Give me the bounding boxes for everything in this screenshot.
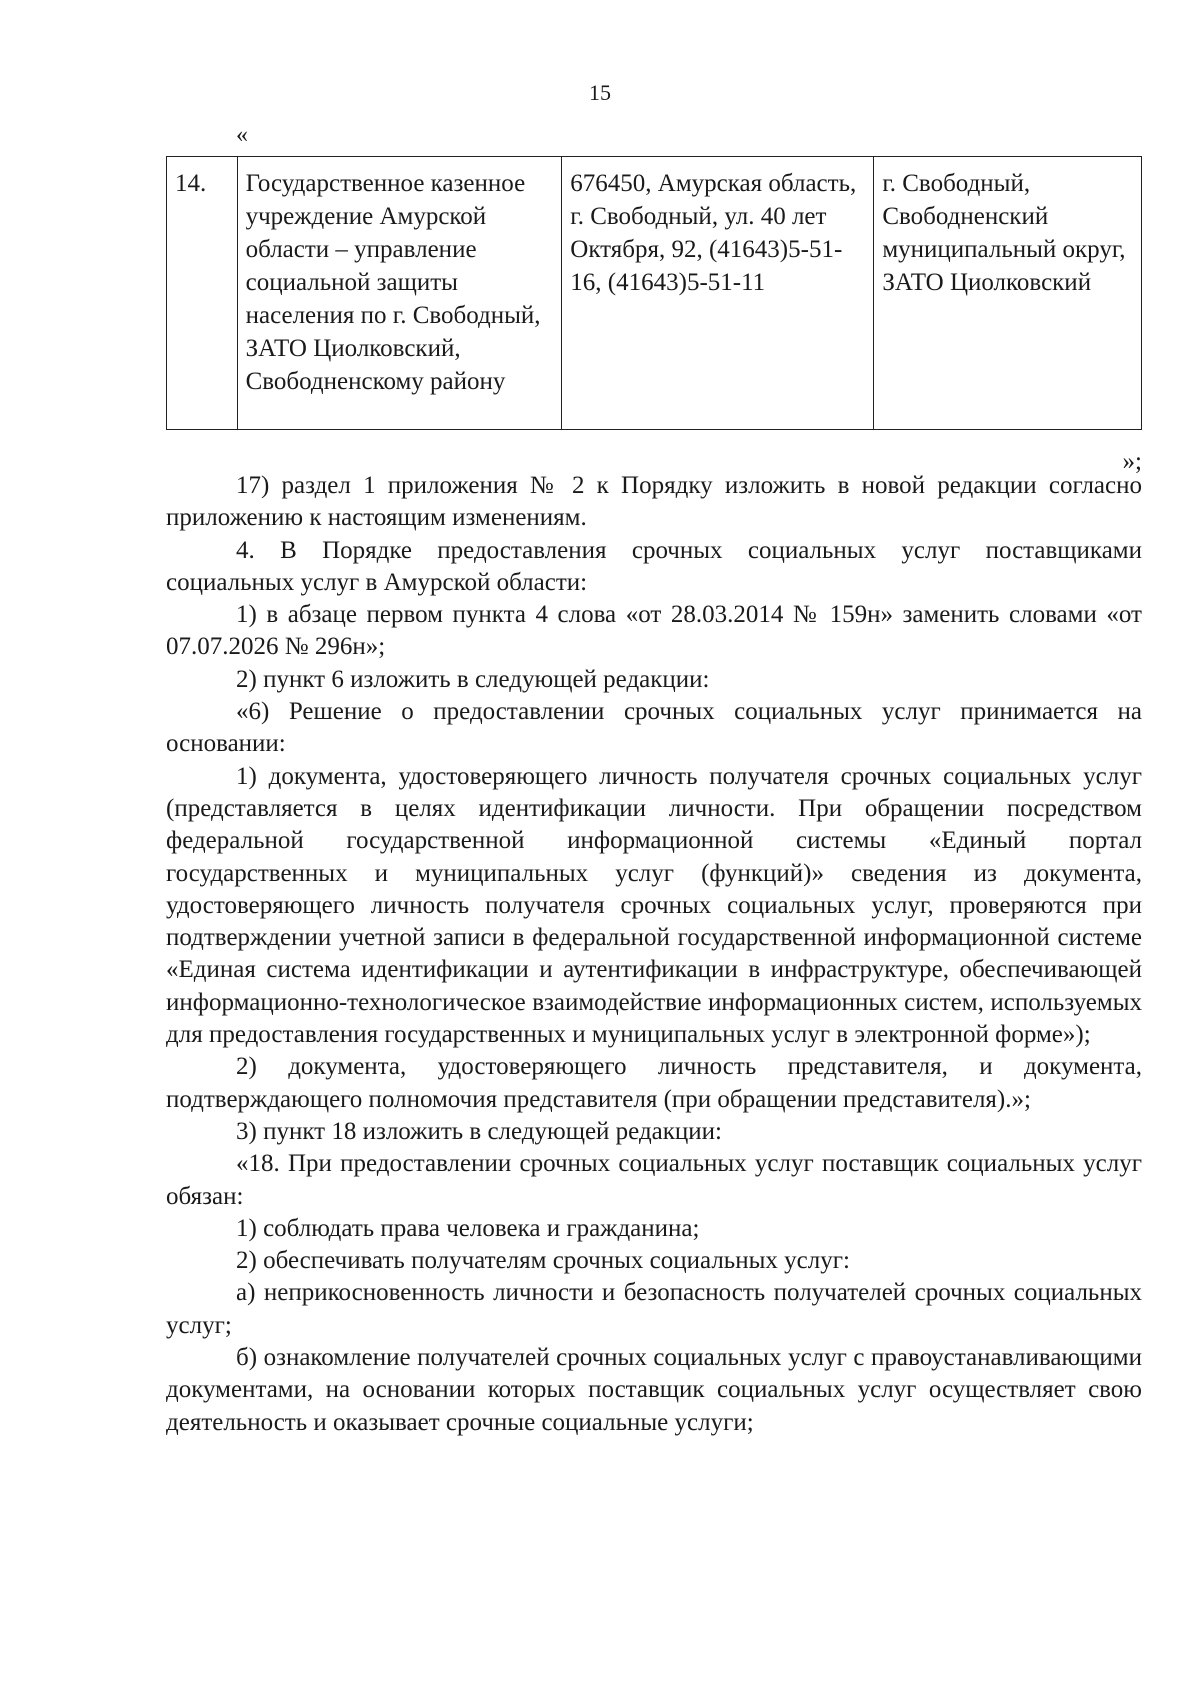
paragraph: 1) документа, удостоверяющего личность получателя срочных социальных услуг (представляется в целях идентификации личности. При обращении посредством федеральной государственной информационной системы «Единый портал государственных и муниципальных услуг (функций)» сведения из документа, удостоверяющего личность получателя срочных социальных услуг, проверяются при подтверждении учетной записи в федеральной государственной информационной системе «Единая система идентификации и аутентификации в инфраструктуре, обеспечивающей информационно-технологическое взаимодействие информационных систем, используемых для предоставления государственных и муниципальных услуг в электронной форме»); — [166, 762, 1142, 1049]
table-close-quote: »; — [1122, 448, 1142, 475]
organization-address-cell: 676450, Амурская область, г. Свободный, ул. 40 лет Октября, 92, (41643)5-51-16, (41643)5-51-11 — [562, 157, 874, 430]
service-territory-cell: г. Свободный, Свободненский муниципальный округ, ЗАТО Циолковский — [874, 157, 1142, 430]
document-body — [166, 470, 1142, 1439]
paragraph: «6) Решение о предоставлении срочных социальных услуг принимается на основании: — [166, 698, 1142, 758]
paragraph: 2) обеспечивать получателям срочных социальных услуг: — [236, 1247, 850, 1275]
table-row — [167, 157, 1142, 430]
organizations-table — [166, 156, 1142, 430]
paragraph: 2) документа, удостоверяющего личность представителя, и документа, подтверждающего полномочия представителя (при обращении представителя).»; — [166, 1053, 1142, 1113]
paragraph: б) ознакомление получателей срочных социальных услуг с правоустанавливающими документами, на основании которых поставщик социальных услуг осуществляет свою деятельность и оказывает срочные социальные услуги; — [166, 1344, 1142, 1436]
paragraph: 17) раздел 1 приложения № 2 к Порядку изложить в новой редакции согласно приложению к настоящим изменениям. — [166, 472, 1142, 532]
organization-name-cell: Государственное казенное учреждение Амурской области – управление социальной защиты населения по г. Свободный, ЗАТО Циолковский, Свободненскому району — [237, 157, 562, 430]
table-open-quote: « — [236, 122, 248, 148]
paragraph: 3) пункт 18 изложить в следующей редакции: — [236, 1117, 722, 1145]
paragraph: «18. При предоставлении срочных социальных услуг поставщик социальных услуг обязан: — [166, 1150, 1142, 1210]
page-number: 15 — [589, 80, 611, 105]
paragraph: 1) соблюдать права человека и гражданина; — [236, 1214, 700, 1242]
paragraph: 4. В Порядке предоставления срочных социальных услуг поставщиками социальных услуг в Амурской области: — [166, 536, 1142, 596]
paragraph: а) неприкосновенность личности и безопасность получателей срочных социальных услуг; — [166, 1279, 1142, 1339]
paragraph: 1) в абзаце первом пункта 4 слова «от 28.03.2014 № 159н» заменить словами «от 07.07.2026 № 296н»; — [166, 601, 1142, 661]
paragraph: 2) пункт 6 изложить в следующей редакции: — [236, 665, 710, 693]
row-number-cell: 14. — [167, 157, 238, 430]
